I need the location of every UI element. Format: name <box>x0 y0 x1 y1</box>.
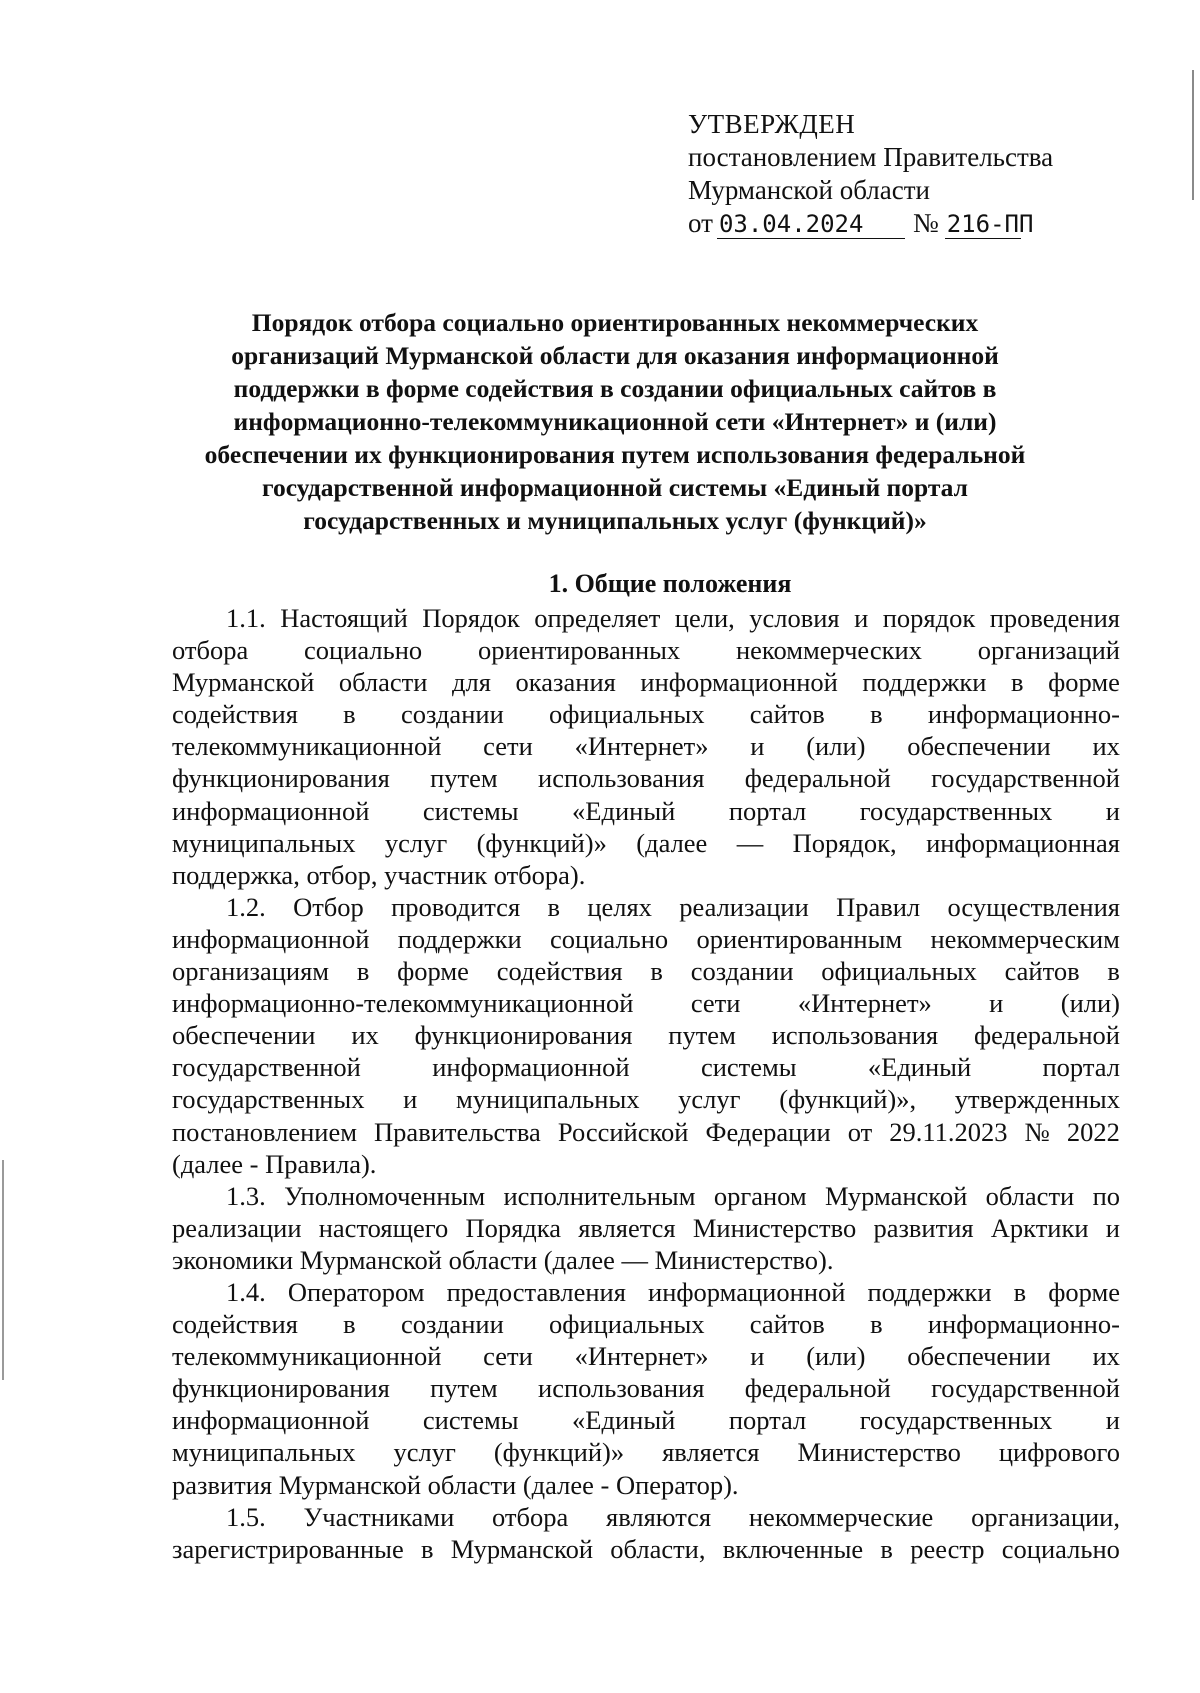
paragraph <box>172 1501 1120 1565</box>
title-line: Порядок отбора социально ориентированных некоммерческих <box>251 308 979 337</box>
paragraph-line: содействия в создании официальных сайтов в информационно- <box>172 1309 1120 1340</box>
paragraph-line: поддержка, отбор, участник отбора). <box>172 859 586 890</box>
title-line: поддержки в форме содействия в создании официальных сайтов в <box>233 374 997 403</box>
paragraph-line: 1.3. Уполномоченным исполнительным органом Мурманской области по <box>226 1180 1120 1211</box>
approval-heading: УТВЕРЖДЕН <box>688 109 856 139</box>
paragraph-line: 1.2. Отбор проводится в целях реализации Правил осуществления <box>226 891 1120 922</box>
title-line: организаций Мурманской области для оказания информационной <box>231 341 999 370</box>
scan-edge-mark <box>1192 70 1194 200</box>
paragraph-line: (далее - Правила). <box>172 1148 377 1179</box>
paragraph-line: 1.4. Оператором предоставления информационной поддержки в форме <box>226 1276 1120 1307</box>
paragraph-line: телекоммуникационной сети «Интернет» и (или) обеспечении их <box>172 1341 1120 1372</box>
paragraph <box>172 602 1120 891</box>
paragraph-line: организациям в форме содействия в создании официальных сайтов в <box>172 956 1120 987</box>
paragraph-line: экономики Мурманской области (далее — Министерство). <box>172 1244 834 1275</box>
paragraph-line: муниципальных услуг (функций)» (далее — Порядок, информационная <box>172 827 1120 858</box>
paragraph-line: государственной информационной системы «Единый портал <box>172 1052 1120 1083</box>
paragraph-line: 1.1. Настоящий Порядок определяет цели, условия и порядок проведения <box>226 603 1120 633</box>
paragraph-line: отбора социально ориентированных некоммерческих организаций <box>172 635 1120 666</box>
paragraph <box>172 891 1120 1180</box>
approval-date-row <box>688 207 1108 240</box>
paragraph <box>172 1180 1120 1276</box>
title-line: информационно-телекоммуникационной сети «Интернет» и (или) <box>233 407 997 436</box>
paragraph-line: постановлением Правительства Российской Федерации от 29.11.2023 № 2022 <box>172 1116 1120 1147</box>
paragraph-line: реализации настоящего Порядка является Министерство развития Арктики и <box>172 1212 1120 1243</box>
paragraph-line: телекоммуникационной сети «Интернет» и (или) обеспечении их <box>172 731 1120 762</box>
title-line: государственной информационной системы «Единый портал <box>262 473 968 502</box>
approval-date: 03.04.2024 <box>717 210 905 239</box>
paragraph-line: 1.5. Участниками отбора являются некоммерческие организации, <box>226 1501 1120 1532</box>
number-sign: № <box>912 208 939 238</box>
paragraph-line: информационной поддержки социально ориентированным некоммерческим <box>172 923 1120 954</box>
paragraph-line: Мурманской области для оказания информационной поддержки в форме <box>172 667 1120 698</box>
approval-region: Мурманской области <box>688 175 930 205</box>
approval-stamp <box>688 108 1108 240</box>
date-prefix: от <box>688 208 713 238</box>
document-title <box>150 306 1080 537</box>
paragraph-line: информационной системы «Единый портал государственных и <box>172 795 1120 826</box>
approval-number: 216-ПП <box>946 210 1034 238</box>
scan-edge-mark <box>2 1160 4 1380</box>
paragraph-line: муниципальных услуг (функций)» является Министерство цифрового <box>172 1437 1120 1468</box>
paragraph-line: обеспечении их функционирования путем использования федеральной <box>172 1020 1120 1051</box>
document-body <box>172 602 1120 1565</box>
paragraph-line: информационной системы «Единый портал государственных и <box>172 1405 1120 1436</box>
title-line: государственных и муниципальных услуг (функций)» <box>303 506 927 535</box>
paragraph-line: функционирования путем использования федеральной государственной <box>172 763 1120 794</box>
paragraph <box>172 1276 1120 1501</box>
paragraph-line: информационно-телекоммуникационной сети «Интернет» и (или) <box>172 988 1120 1019</box>
approval-issuer: постановлением Правительства <box>688 142 1054 172</box>
paragraph-line: функционирования путем использования федеральной государственной <box>172 1373 1120 1404</box>
paragraph-line: зарегистрированные в Мурманской области, включенные в реестр социально <box>172 1533 1120 1564</box>
paragraph-line: развития Мурманской области (далее - Оператор). <box>172 1469 739 1500</box>
section-heading: 1. Общие положения <box>548 569 792 598</box>
paragraph-line: государственных и муниципальных услуг (функций)», утвержденных <box>172 1084 1120 1115</box>
paragraph-line: содействия в создании официальных сайтов в информационно- <box>172 699 1120 730</box>
title-line: обеспечении их функционирования путем использования федеральной <box>204 440 1026 469</box>
